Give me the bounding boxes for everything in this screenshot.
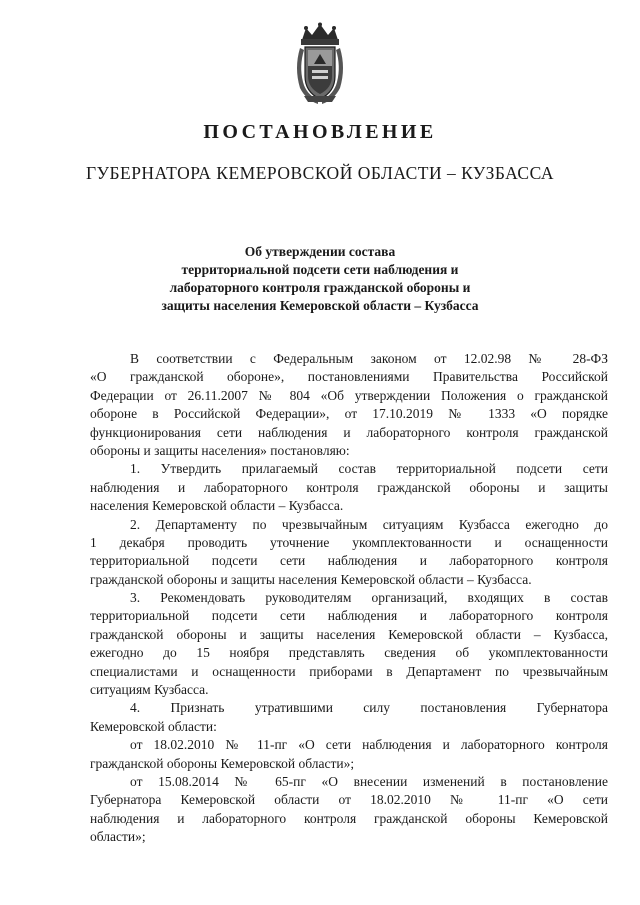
title-line: лабораторного контроля гражданской обороны и <box>169 280 471 295</box>
body-line: В соответствии с Федеральным законом от 12.02.98 № 28-ФЗ <box>130 351 608 366</box>
body-line: ситуациям Кузбасса. <box>90 682 209 698</box>
coat-of-arms-icon <box>292 22 348 108</box>
body-line: обороне в Российской Федерации», от 17.10.2019 № 1333 «О порядке <box>90 406 608 422</box>
body-line: наблюдения и лабораторного контроля гражданской обороны Кемеровской <box>90 810 608 826</box>
title-line: территориальной подсети сети наблюдения и <box>181 262 459 277</box>
body-line: от 15.08.2014 № 65-пг «О внесении изменений в постановление <box>130 773 608 789</box>
body-line: области»; <box>90 829 146 845</box>
body-line: территориальной подсети сети наблюдения и лабораторного контроля <box>90 553 608 569</box>
title-line: Об утверждении состава <box>244 244 396 259</box>
document-type-title: ПОСТАНОВЛЕНИЕ <box>203 121 437 143</box>
body-line: территориальной подсети сети наблюдения и лабораторного контроля <box>90 608 608 624</box>
body-line: населения Кемеровской области – Кузбасса. <box>90 498 344 514</box>
document-title <box>0 243 640 315</box>
body-line: наблюдения и лабораторного контроля гражданской обороны и защиты <box>90 479 608 495</box>
document-body <box>90 350 608 847</box>
body-line: Кемеровской области: <box>90 718 217 734</box>
body-line: 1. Утвердить прилагаемый состав территориальной подсети сети <box>130 461 608 477</box>
body-line: Губернатора Кемеровской области от 18.02.2010 № 11-пг «О сети <box>90 792 608 808</box>
body-line: Федерации от 26.11.2007 № 804 «Об утверждении Положения о гражданской <box>90 387 608 403</box>
body-line: гражданской обороны Кемеровской области»; <box>90 755 355 771</box>
body-line: ежегодно до 15 ноября представлять сведения об укомплектованности <box>90 645 608 661</box>
body-line: гражданской обороны и защиты населения Кемеровской области – Кузбасса. <box>90 571 532 587</box>
body-line: гражданской обороны и защиты населения Кемеровской области – Кузбасса, <box>90 626 608 642</box>
body-line: 1 декабря проводить уточнение укомплектованности и оснащенности <box>90 534 608 550</box>
body-line: 2. Департаменту по чрезвычайным ситуациям Кузбасса ежегодно до <box>130 516 608 532</box>
issuer-heading: ГУБЕРНАТОРА КЕМЕРОВСКОЙ ОБЛАСТИ – КУЗБАССА <box>85 163 555 183</box>
title-line: защиты населения Кемеровской области – Кузбасса <box>161 298 479 313</box>
body-line: специалистами и оснащенности приборами в Департамент по чрезвычайным <box>90 663 608 679</box>
body-line: обороны и защиты населения» постановляю: <box>90 442 350 458</box>
body-line: «О гражданской обороне», постановлениями Правительства Российской <box>90 369 608 385</box>
body-line: 4. Признать утратившими силу постановления Губернатора <box>130 700 608 716</box>
body-line: от 18.02.2010 № 11-пг «О сети наблюдения и лабораторного контроля <box>130 737 608 753</box>
body-line: 3. Рекомендовать руководителям организаций, входящих в состав <box>130 590 608 606</box>
body-line: функционирования сети наблюдения и лабораторного контроля гражданской <box>90 424 608 440</box>
